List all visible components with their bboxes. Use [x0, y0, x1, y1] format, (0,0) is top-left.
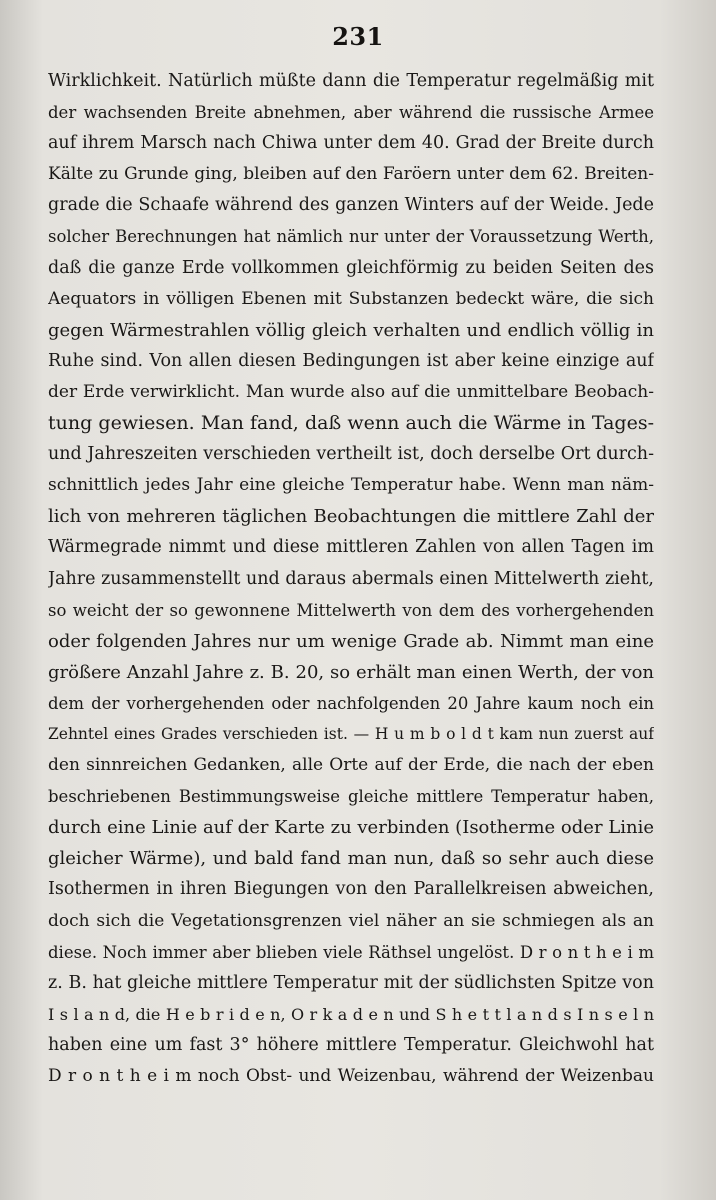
text-line: auf ihrem Marsch nach Chiwa unter dem 40. Grad der Breite durch	[48, 133, 654, 154]
text-line: haben eine um fast 3° höhere mittlere Temperatur. Gleichwohl hat	[48, 1034, 654, 1055]
body-text	[48, 66, 654, 1092]
page-number: 231	[332, 22, 384, 51]
text-line: doch sich die Vegetationsgrenzen viel näher an sie schmiegen als an	[48, 910, 654, 931]
text-line: beschriebenen Bestimmungsweise gleiche mittlere Temperatur haben,	[48, 787, 654, 807]
text-line: Aequators in völligen Ebenen mit Substanzen bedeckt wäre, die sich	[48, 288, 654, 309]
text-line: lich von mehreren täglichen Beobachtungen die mittlere Zahl der	[48, 506, 654, 528]
text-line: dem der vorhergehenden oder nachfolgenden 20 Jahre kaum noch ein	[48, 693, 654, 713]
text-line: und Jahreszeiten verschieden vertheilt ist, doch derselbe Ort durch-	[48, 444, 654, 465]
text-line: gleicher Wärme), und bald fand man nun, daß so sehr auch diese	[48, 848, 654, 870]
text-line: Zehntel eines Grades verschieden ist. — H u m b o l d t kam nun zuerst auf	[48, 724, 654, 743]
text-line: so weicht der so gewonnene Mittelwerth von dem des vorhergehenden	[48, 600, 654, 620]
text-line: größere Anzahl Jahre z. B. 20, so erhält man einen Werth, der von	[48, 661, 654, 683]
text-line: der wachsenden Breite abnehmen, aber während die russische Armee	[48, 103, 654, 123]
text-line: diese. Noch immer aber blieben viele Räthsel ungelöst. D r o n t h e i m	[48, 942, 654, 962]
text-line: Ruhe sind. Von allen diesen Bedingungen ist aber keine einzige auf	[48, 350, 654, 371]
text-line: der Erde verwirklicht. Man wurde also auf die unmittelbare Beobach-	[48, 381, 654, 402]
text-line: z. B. hat gleiche mittlere Temperatur mit der südlichsten Spitze von	[48, 972, 654, 993]
text-line: oder folgenden Jahres nur um wenige Grade ab. Nimmt man eine	[48, 630, 654, 652]
text-line: I s l a n d, die H e b r i d e n, O r k a d e n und S h e t t l a n d s I n s e l n	[48, 1004, 654, 1024]
text-line: daß die ganze Erde vollkommen gleichförmig zu beiden Seiten des	[48, 257, 654, 278]
text-line: solcher Berechnungen hat nämlich nur unter der Voraussetzung Werth,	[48, 227, 654, 247]
text-line: Wärmegrade nimmt und diese mittleren Zahlen von allen Tagen im	[48, 537, 654, 558]
text-line: den sinnreichen Gedanken, alle Orte auf der Erde, die nach der eben	[48, 755, 654, 776]
text-line: gegen Wärmestrahlen völlig gleich verhalten und endlich völlig in	[48, 319, 654, 341]
text-line: durch eine Linie auf der Karte zu verbinden (Isotherme oder Linie	[48, 817, 654, 839]
text-line: Wirklichkeit. Natürlich müßte dann die Temperatur regelmäßig mit	[48, 71, 654, 91]
text-line: grade die Schaafe während des ganzen Winters auf der Weide. Jede	[48, 195, 654, 216]
text-line: Jahre zusammenstellt und daraus abermals einen Mittelwerth zieht,	[48, 568, 654, 589]
text-line: D r o n t h e i m noch Obst- und Weizenbau, während der Weizenbau	[48, 1066, 654, 1086]
text-line: Isothermen in ihren Biegungen von den Parallelkreisen abweichen,	[48, 879, 654, 900]
text-line: schnittlich jedes Jahr eine gleiche Temperatur habe. Wenn man näm-	[48, 475, 654, 496]
text-line: tung gewiesen. Man fand, daß wenn auch die Wärme in Tages-	[48, 412, 654, 435]
text-line: Kälte zu Grunde ging, bleiben auf den Faröern unter dem 62. Breiten-	[48, 164, 654, 185]
